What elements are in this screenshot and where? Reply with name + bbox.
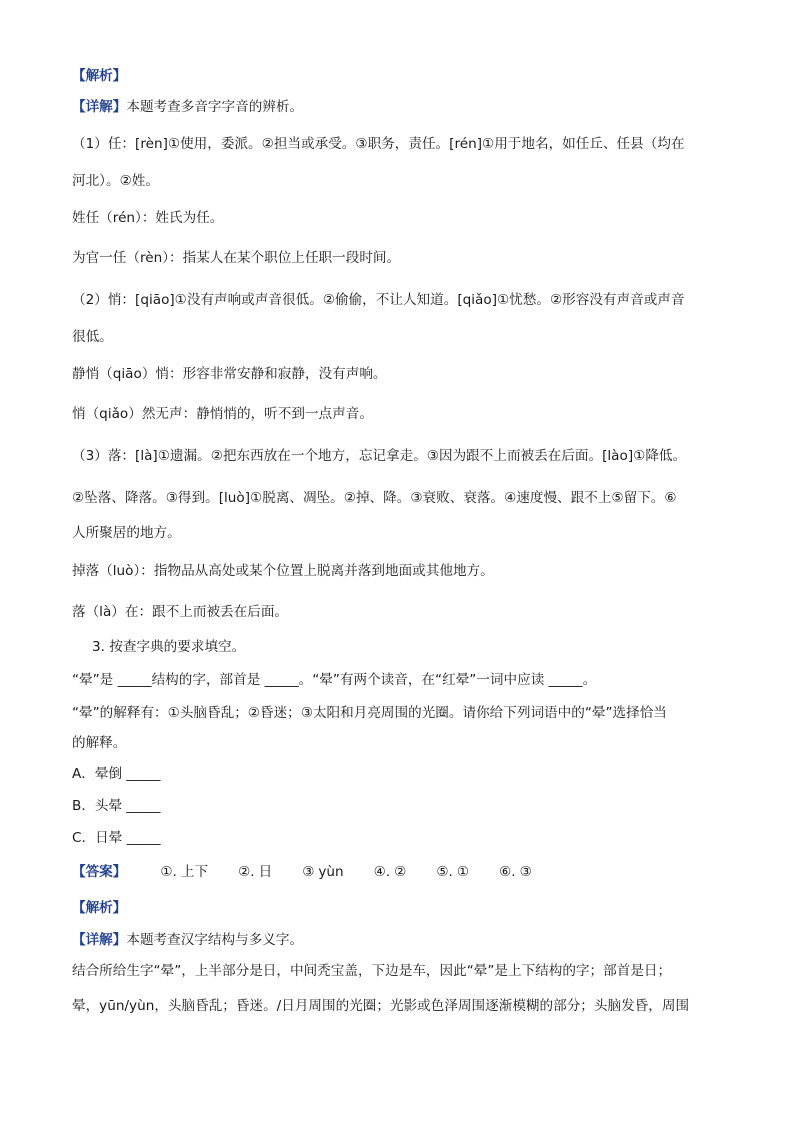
paragraph-luo-1: （3）落：[là]①遗漏。②把东西放在一个地方，忘记拿走。③因为跟不上而被丢在后面。[lào]①降低。: [72, 448, 687, 464]
answer-text: 日: [258, 864, 273, 880]
answer-number: ⑤.: [436, 864, 453, 880]
jiexi-label: 【解析】: [72, 68, 127, 84]
question-3-line-1: “晕”是 _____结构的字，部首是 _____。“晕”有两个读音，在“红晕”一词中应读 _____。: [72, 672, 597, 688]
answer-item: [238, 862, 272, 882]
jiexi-label: 【解析】: [72, 900, 127, 916]
answer-text: ②: [394, 864, 407, 880]
answer-text: yùn: [318, 864, 344, 880]
question-3-line-3: 的解释。: [72, 735, 127, 751]
paragraph-la-zai: 落（là）在：跟不上而被丢在后面。: [72, 604, 289, 620]
xiangjie-label: 【详解】: [72, 99, 127, 115]
answer-number: ④.: [373, 864, 391, 880]
answer-number: ⑥.: [499, 864, 516, 880]
question-3-line-2: “晕”的解释有：①头脑昏乱；②昏迷；③太阳和月亮周围的光圈。请你给下列词语中的“晕”选择恰当: [72, 705, 667, 721]
paragraph-qiao-ran: 悄（qiǎo）然无声：静悄悄的，听不到一点声音。: [72, 406, 373, 422]
xiangjie-line: [72, 97, 303, 117]
answer-item: [302, 862, 343, 882]
answer-number: ①.: [160, 864, 177, 880]
paragraph-wei-guan: 为官一任（rèn）：指某人在某个职位上任职一段时间。: [72, 250, 401, 266]
answer-text: ③: [519, 864, 532, 880]
paragraph-ren-1: （1）任：[rèn]①使用，委派。②担当或承受。③职务，责任。[rén]①用于地名，如任丘、任县（均在: [72, 136, 685, 152]
answer-number: ③: [302, 864, 315, 880]
paragraph-ren-2: 河北）。②姓。: [72, 173, 159, 189]
paragraph-yun-structure: 结合所给生字“晕”，上半部分是日，中间秃宝盖，下边是车，因此“晕”是上下结构的字；部首是日；: [72, 963, 672, 979]
daan-label: 【答案】: [72, 864, 127, 880]
paragraph-yun-meaning: 晕，yūn/yùn，头脑昏乱；昏迷。/日月周围的光圈；光影或色泽周围逐渐模糊的部分；头脑发昏，周围: [72, 998, 690, 1014]
answer-item: [436, 862, 469, 882]
answer-number: ②.: [238, 864, 255, 880]
xiangjie-label: 【详解】: [72, 932, 127, 948]
answer-line: [72, 862, 562, 882]
answer-text: ①: [456, 864, 470, 880]
paragraph-qiao-1: （2）悄：[qiāo]①没有声响或声音很低。②偷偷，不让人知道。[qiǎo]①忧愁。②形容没有声音或声音: [72, 292, 685, 308]
paragraph-qiao-2: 很低。: [72, 329, 113, 345]
question-3-option-c: C．日晕 _____: [72, 830, 161, 846]
paragraph-diao-luo: 掉落（luò）：指物品从高处或某个位置上脱离并落到地面或其他地方。: [72, 563, 494, 579]
paragraph-luo-3: 人所聚居的地方。: [72, 525, 181, 541]
question-3-title: 3. 按查字典的要求填空。: [92, 639, 246, 655]
paragraph-xing-ren: 姓任（rén）：姓氏为任。: [72, 210, 224, 226]
paragraph-luo-2: ②坠落、降落。③得到。[luò]①脱离、凋坠。②掉、降。③衰败、衰落。④速度慢、跟不上⑤留下。⑥: [72, 490, 677, 506]
question-3-option-a: A．晕倒 _____: [72, 766, 161, 782]
answer-item: [374, 862, 407, 882]
xiangjie-text: 本题考查汉字结构与多义字。: [126, 932, 304, 948]
answer-item: [499, 862, 532, 882]
xiangjie-text: 本题考查多音字字音的辨析。: [126, 99, 304, 115]
answer-text: 上下: [180, 864, 209, 880]
question-3-option-b: B．头晕 _____: [72, 798, 161, 814]
paragraph-jing-qiao: 静悄（qiāo）悄：形容非常安静和寂静，没有声响。: [72, 366, 387, 382]
xiangjie-line: [72, 930, 303, 950]
answer-item: [160, 862, 208, 882]
